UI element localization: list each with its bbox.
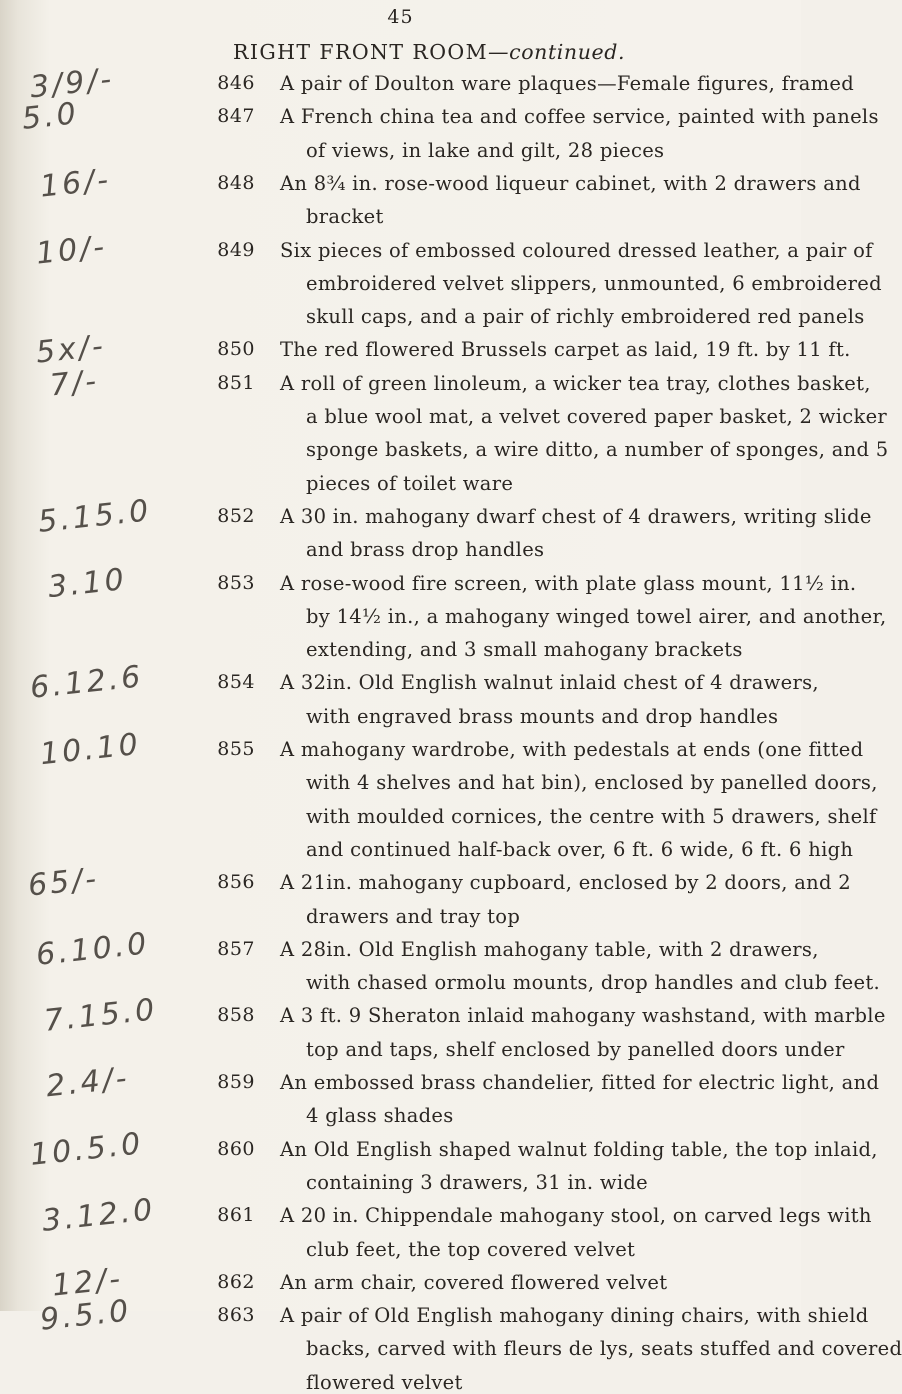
lot-number: 851 [217,371,255,394]
lot-number: 847 [217,105,255,128]
lot-description-line: A 21in. mahogany cupboard, enclosed by 2 doors, and 2 [280,871,851,895]
handwritten-price: 2.4/- [44,1060,132,1105]
handwritten-price: 7/- [48,363,101,404]
lot-number: 863 [217,1304,255,1327]
lot-description-line: 4 glass shades [306,1104,454,1128]
lot-description-line: The red flowered Brussels carpet as laid, 19 ft. by 11 ft. [280,338,851,362]
handwritten-price: 9.5.0 [38,1293,133,1338]
lot-description-line: Six pieces of embossed coloured dressed leather, a pair of [280,238,873,262]
section-title-continued: —continued. [488,40,626,64]
lot-description-line: pieces of toilet ware [306,471,514,495]
lot-description-line: with engraved brass mounts and drop handles [306,704,779,728]
page-number: 45 [387,6,414,28]
handwritten-price: 10.5.0 [28,1125,145,1173]
lot-number: 860 [217,1137,255,1160]
lot-description-line: with moulded cornices, the centre with 5 drawers, shelf [306,804,877,828]
lot-description-line: An arm chair, covered flowered velvet [280,1270,668,1294]
lot-description-line: club feet, the top covered velvet [306,1237,636,1261]
lot-description-line: A 32in. Old English walnut inlaid chest of 4 drawers, [280,671,819,695]
lot-description-line: An 8¾ in. rose-wood liqueur cabinet, with 2 drawers and [280,171,861,195]
lot-number: 859 [217,1071,255,1093]
lot-description-line: sponge baskets, a wire ditto, a number of sponges, and 5 [306,438,889,462]
lot-number: 862 [217,1270,255,1293]
lot-number: 856 [217,871,255,894]
lot-number: 850 [217,338,255,361]
handwritten-price: 5.0 [20,96,81,138]
lot-description-line: skull caps, and a pair of richly embroidered red panels [306,305,865,329]
handwritten-price: 3.10 [46,561,129,605]
lot-number: 854 [217,671,255,694]
lot-description-line: top and taps, shelf enclosed by panelled doors under [306,1037,845,1061]
lot-description-line: containing 3 drawers, 31 in. wide [306,1170,648,1194]
handwritten-price: 5.15.0 [36,493,153,540]
lot-description-line: A 30 in. mahogany dwarf chest of 4 drawers, writing slide [280,504,872,528]
handwritten-price: 7.15.0 [42,992,159,1040]
lot-description-line: A pair of Old English mahogany dining chairs, with shield [280,1304,869,1328]
lot-description-line: flowered velvet [306,1370,463,1394]
lot-number: 853 [217,571,255,594]
lot-number: 846 [217,72,255,94]
lot-number: 848 [217,171,255,194]
lot-description-line: of views, in lake and gilt, 28 pieces [306,138,665,162]
handwritten-price: 6.10.0 [34,925,151,973]
lot-number: 857 [217,937,255,960]
lot-description-line: extending, and 3 small mahogany brackets [306,638,743,662]
handwritten-price: 65/- [26,861,101,904]
lot-number: 858 [217,1004,255,1027]
lot-description-line: with chased ormolu mounts, drop handles and club feet. [306,971,880,995]
lot-description-line: by 14½ in., a mahogany winged towel airer, and another, [306,604,887,628]
handwritten-price: 3/9/- [28,61,116,106]
lot-description-line: a blue wool mat, a velvet covered paper basket, 2 wicker [306,405,888,428]
section-title-text: RIGHT FRONT ROOM [233,40,489,64]
handwritten-price: 3.12.0 [40,1192,157,1240]
lot-description-line: An Old English shaped walnut folding table, the top inlaid, [280,1137,878,1161]
lot-description-line: drawers and tray top [306,904,521,928]
handwritten-price: 10/- [34,228,109,272]
handwritten-price: 5x/- [34,328,108,371]
lot-number: 852 [217,504,255,527]
handwritten-price: 16/- [38,162,113,205]
section-title [233,40,625,64]
lot-description-line: with 4 shelves and hat bin), enclosed by panelled doors, [306,771,878,795]
lot-description-line: An embossed brass chandelier, fitted for electric light, and [280,1071,880,1094]
lot-description-line: bracket [306,205,384,229]
handwritten-price: 6.12.6 [28,659,145,707]
lot-description-line: A 28in. Old English mahogany table, with 2 drawers, [280,937,819,961]
lot-description-line: embroidered velvet slippers, unmounted, 6 embroidered [306,271,882,295]
lot-description-line: A 3 ft. 9 Sheraton inlaid mahogany washstand, with marble [280,1004,886,1028]
lot-description-line: A mahogany wardrobe, with pedestals at ends (one fitted [280,738,864,761]
lot-number: 861 [217,1204,255,1227]
lot-description-line: backs, carved with fleurs de lys, seats stuffed and covered [306,1337,902,1361]
lot-description-line: A French china tea and coffee service, painted with panels [280,105,879,129]
handwritten-price: 12/- [50,1261,125,1304]
lot-number: 849 [217,238,255,261]
lot-number: 855 [217,738,255,760]
lot-description-line: and continued half-back over, 6 ft. 6 wide, 6 ft. 6 high [306,837,854,861]
lot-description-line: A 20 in. Chippendale mahogany stool, on carved legs with [280,1204,872,1228]
lot-description-line: and brass drop handles [306,538,545,562]
handwritten-price: 10.10 [38,726,143,773]
lot-description-line: A pair of Doulton ware plaques—Female figures, framed [280,72,855,95]
lot-description-line: A roll of green linoleum, a wicker tea tray, clothes basket, [280,371,871,395]
lot-description-line: A rose-wood fire screen, with plate glass mount, 11½ in. [280,571,857,595]
